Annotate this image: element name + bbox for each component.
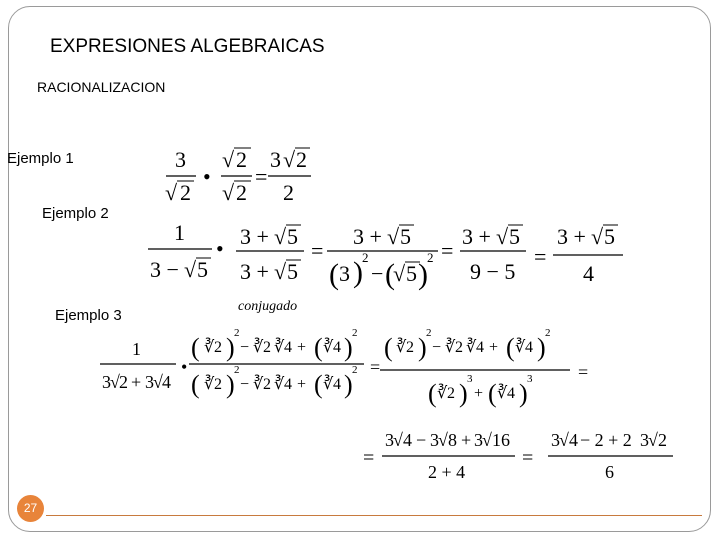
svg-text:5: 5 (604, 224, 615, 249)
svg-text:∛: ∛ (515, 339, 526, 356)
svg-text:(: ( (329, 258, 339, 291)
svg-text:6: 6 (605, 462, 614, 482)
svg-text:4: 4 (284, 376, 292, 393)
svg-text:2: 2 (283, 180, 294, 205)
svg-text:3: 3 (551, 430, 560, 450)
svg-text:∛: ∛ (204, 376, 215, 393)
svg-text:2: 2 (263, 339, 271, 356)
svg-text:√: √ (559, 430, 569, 450)
svg-text:2: 2 (296, 147, 307, 172)
svg-text:∛: ∛ (497, 385, 508, 402)
svg-text:3: 3 (527, 373, 533, 385)
svg-text:16: 16 (492, 430, 510, 450)
svg-text:√: √ (591, 224, 604, 249)
svg-text:√: √ (648, 430, 658, 450)
svg-text:3: 3 (270, 147, 281, 172)
svg-text:•: • (216, 236, 224, 261)
svg-text:√: √ (393, 430, 403, 450)
svg-text:√: √ (283, 147, 296, 172)
svg-text:(: ( (191, 333, 200, 362)
example-3-formula (100, 327, 673, 482)
svg-text:2: 2 (214, 376, 222, 393)
svg-text:4: 4 (403, 430, 412, 450)
svg-text:4: 4 (333, 339, 341, 356)
svg-text:): ) (418, 333, 427, 362)
svg-text:√: √ (274, 259, 287, 284)
svg-text:√: √ (438, 430, 448, 450)
svg-text:−: − (432, 339, 442, 356)
svg-text:•: • (181, 357, 188, 377)
svg-text:+: + (474, 385, 484, 402)
svg-text:=: = (255, 164, 268, 189)
svg-text:3: 3 (467, 373, 473, 385)
svg-text:√: √ (153, 372, 163, 392)
svg-text:√: √ (387, 224, 400, 249)
svg-text:3: 3 (474, 430, 483, 450)
svg-text:3 +: 3 + (557, 224, 586, 249)
svg-text:4: 4 (333, 376, 341, 393)
svg-text:2: 2 (426, 327, 432, 339)
svg-text:−: − (371, 261, 384, 286)
svg-text:2: 2 (234, 327, 240, 339)
svg-text:(: ( (385, 258, 395, 291)
example-3-label: Ejemplo 3 (55, 307, 122, 324)
svg-text:√: √ (184, 257, 197, 282)
example-1-formula (165, 147, 311, 205)
svg-text:3 +: 3 + (462, 224, 491, 249)
svg-text:2: 2 (119, 372, 128, 392)
svg-text:=: = (534, 244, 547, 269)
svg-text:2: 2 (236, 180, 247, 205)
svg-text:−: − (416, 430, 427, 450)
svg-text:2: 2 (447, 385, 455, 402)
svg-text:2: 2 (352, 364, 358, 376)
svg-text:): ) (459, 379, 468, 408)
svg-text:4: 4 (583, 261, 594, 286)
svg-text:+: + (297, 339, 307, 356)
svg-text:3: 3 (102, 372, 111, 392)
svg-text:∛: ∛ (396, 339, 407, 356)
svg-text:∛: ∛ (253, 376, 264, 393)
svg-text:√: √ (110, 372, 120, 392)
svg-text:2: 2 (352, 327, 358, 339)
page-number-badge: 27 (17, 495, 44, 522)
svg-text:3 +: 3 + (240, 259, 269, 284)
svg-text:√: √ (496, 224, 509, 249)
svg-text:∛: ∛ (445, 339, 456, 356)
svg-text:=: = (311, 238, 324, 263)
svg-text:(: ( (428, 379, 437, 408)
footer-line (46, 515, 702, 516)
svg-text:3: 3 (339, 261, 350, 286)
svg-text:∛: ∛ (274, 376, 285, 393)
svg-text:3 −: 3 − (150, 257, 179, 282)
svg-text:− 2 + 2: − 2 + 2 (580, 430, 632, 450)
svg-text:): ) (344, 333, 353, 362)
svg-text:(: ( (384, 333, 393, 362)
svg-text:2: 2 (658, 430, 667, 450)
slide-subtitle: RACIONALIZACION (37, 79, 166, 95)
svg-text:1: 1 (174, 220, 185, 245)
svg-text:(: ( (314, 333, 323, 362)
svg-text:∛: ∛ (204, 339, 215, 356)
svg-text:9 − 5: 9 − 5 (470, 259, 516, 284)
svg-text:(: ( (314, 370, 323, 399)
svg-text:4: 4 (284, 339, 292, 356)
svg-text:2: 2 (234, 364, 240, 376)
svg-text:∛: ∛ (253, 339, 264, 356)
svg-text:5: 5 (287, 259, 298, 284)
svg-text:=: = (363, 447, 375, 469)
example-1-label: Ejemplo 1 (7, 150, 74, 167)
svg-text:√: √ (482, 430, 492, 450)
svg-text:=: = (441, 238, 454, 263)
svg-text:(: ( (506, 333, 515, 362)
svg-text:=: = (370, 357, 381, 377)
svg-text:2: 2 (455, 339, 463, 356)
svg-text:3: 3 (640, 430, 649, 450)
svg-text:3 +: 3 + (240, 224, 269, 249)
svg-text:1: 1 (132, 339, 141, 359)
svg-text:+: + (461, 430, 472, 450)
svg-text:2: 2 (236, 147, 247, 172)
svg-text:5: 5 (509, 224, 520, 249)
svg-text:√: √ (274, 224, 287, 249)
example-2-label: Ejemplo 2 (42, 205, 109, 222)
svg-text:•: • (203, 164, 211, 189)
svg-text:): ) (226, 333, 235, 362)
svg-text:2: 2 (406, 339, 414, 356)
svg-text:2: 2 (263, 376, 271, 393)
svg-text:2: 2 (545, 327, 551, 339)
svg-text:+: + (297, 376, 307, 393)
svg-text:): ) (537, 333, 546, 362)
svg-text:3: 3 (145, 372, 154, 392)
svg-text:3: 3 (385, 430, 394, 450)
svg-text:3 +: 3 + (353, 224, 382, 249)
svg-text:+: + (489, 339, 499, 356)
svg-text:): ) (344, 370, 353, 399)
slide-title: EXPRESIONES ALGEBRAICAS (50, 36, 325, 57)
svg-text:=: = (578, 362, 589, 382)
svg-text:2: 2 (362, 250, 369, 265)
svg-text:=: = (522, 447, 534, 469)
conjugate-note: conjugado (238, 299, 298, 314)
svg-text:4: 4 (525, 339, 533, 356)
svg-text:5: 5 (400, 224, 411, 249)
svg-text:2: 2 (214, 339, 222, 356)
svg-text:−: − (240, 376, 250, 393)
svg-text:√: √ (393, 261, 406, 286)
svg-text:3: 3 (175, 147, 186, 172)
svg-text:): ) (353, 256, 363, 289)
svg-text:): ) (418, 258, 428, 291)
svg-text:5: 5 (287, 224, 298, 249)
svg-text:4: 4 (162, 372, 171, 392)
svg-text:8: 8 (448, 430, 457, 450)
svg-text:2: 2 (427, 250, 434, 265)
svg-text:): ) (226, 370, 235, 399)
svg-text:√: √ (222, 147, 235, 172)
svg-text:∛: ∛ (437, 385, 448, 402)
svg-text:(: ( (191, 370, 200, 399)
example-2-formula (148, 220, 623, 314)
svg-text:+: + (131, 372, 142, 392)
svg-text:∛: ∛ (323, 339, 334, 356)
svg-text:√: √ (222, 180, 235, 205)
svg-text:4: 4 (569, 430, 578, 450)
svg-text:5: 5 (197, 257, 208, 282)
svg-text:∛: ∛ (274, 339, 285, 356)
svg-text:−: − (240, 339, 250, 356)
svg-text:∛: ∛ (323, 376, 334, 393)
svg-text:): ) (519, 379, 528, 408)
svg-text:(: ( (488, 379, 497, 408)
svg-text:5: 5 (406, 261, 417, 286)
svg-text:2 + 4: 2 + 4 (428, 462, 466, 482)
svg-text:4: 4 (507, 385, 515, 402)
svg-text:√: √ (165, 180, 178, 205)
svg-text:3: 3 (430, 430, 439, 450)
svg-text:2: 2 (180, 180, 191, 205)
svg-text:4: 4 (476, 339, 484, 356)
svg-text:∛: ∛ (466, 339, 477, 356)
